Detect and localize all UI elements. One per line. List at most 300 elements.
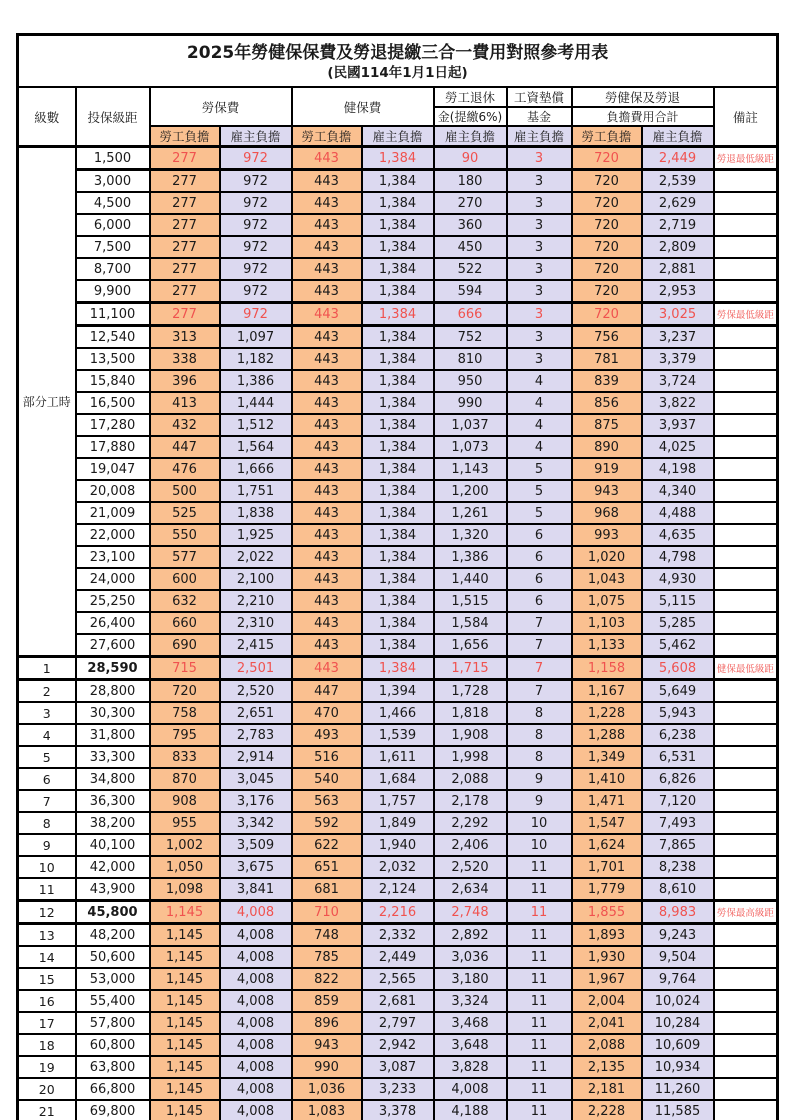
value-cell: 443 [292,634,362,657]
bracket-cell: 34,800 [76,768,150,790]
subheader-health-employee: 勞工負擔 [292,126,362,147]
value-cell: 748 [292,924,362,947]
value-cell: 3,036 [434,946,507,968]
value-cell: 1,384 [362,524,434,546]
value-cell: 443 [292,214,362,236]
value-cell: 9 [507,768,572,790]
value-cell: 896 [292,1012,362,1034]
value-cell: 2,565 [362,968,434,990]
level-cell: 7 [18,790,76,812]
value-cell: 5,608 [642,657,714,680]
level-cell: 14 [18,946,76,968]
value-cell: 1,386 [434,546,507,568]
value-cell: 8 [507,724,572,746]
value-cell: 277 [150,147,220,170]
value-cell: 1,320 [434,524,507,546]
value-cell: 1,440 [434,568,507,590]
value-cell: 7,120 [642,790,714,812]
value-cell: 447 [150,436,220,458]
value-cell: 270 [434,192,507,214]
value-cell: 4,930 [642,568,714,590]
value-cell: 1,083 [292,1100,362,1120]
remark-cell [714,392,778,414]
table-row [18,147,778,170]
bracket-cell: 66,800 [76,1078,150,1100]
remark-cell [714,546,778,568]
col-header-pension-line2: 金(提繳6%) [434,107,507,126]
value-cell: 1,145 [150,1034,220,1056]
value-cell: 5 [507,502,572,524]
value-cell: 1,145 [150,946,220,968]
value-cell: 443 [292,414,362,436]
value-cell: 972 [220,258,292,280]
value-cell: 443 [292,326,362,349]
value-cell: 10 [507,812,572,834]
value-cell: 6 [507,590,572,612]
value-cell: 5 [507,458,572,480]
bracket-cell: 28,800 [76,680,150,703]
level-cell: 13 [18,924,76,947]
value-cell: 6 [507,568,572,590]
value-cell: 1,384 [362,546,434,568]
remark-cell [714,480,778,502]
level-cell: 15 [18,968,76,990]
value-cell: 3,509 [220,834,292,856]
bracket-cell: 50,600 [76,946,150,968]
table-body [18,147,778,1120]
value-cell: 5,285 [642,612,714,634]
value-cell: 4,008 [220,1012,292,1034]
value-cell: 9,243 [642,924,714,947]
value-cell: 3 [507,214,572,236]
value-cell: 540 [292,768,362,790]
value-cell: 1,036 [292,1078,362,1100]
value-cell: 7,865 [642,834,714,856]
table-row [18,258,778,280]
value-cell: 660 [150,612,220,634]
value-cell: 720 [572,147,642,170]
table-row [18,590,778,612]
value-cell: 4 [507,436,572,458]
value-cell: 3,087 [362,1056,434,1078]
bracket-cell: 63,800 [76,1056,150,1078]
value-cell: 2,022 [220,546,292,568]
value-cell: 1,564 [220,436,292,458]
value-cell: 1,908 [434,724,507,746]
value-cell: 1,751 [220,480,292,502]
bracket-cell: 60,800 [76,1034,150,1056]
bracket-cell: 20,008 [76,480,150,502]
value-cell: 8 [507,702,572,724]
bracket-cell: 9,900 [76,280,150,303]
value-cell: 360 [434,214,507,236]
value-cell: 2,449 [642,147,714,170]
value-cell: 6,238 [642,724,714,746]
table-row [18,702,778,724]
value-cell: 1,624 [572,834,642,856]
value-cell: 2,004 [572,990,642,1012]
value-cell: 4,188 [434,1100,507,1120]
value-cell: 1,855 [572,901,642,924]
bracket-cell: 1,500 [76,147,150,170]
bracket-cell: 48,200 [76,924,150,947]
value-cell: 2,292 [434,812,507,834]
value-cell: 715 [150,657,220,680]
value-cell: 4,008 [220,1078,292,1100]
value-cell: 1,684 [362,768,434,790]
value-cell: 2,415 [220,634,292,657]
remark-cell [714,214,778,236]
table-row [18,634,778,657]
value-cell: 313 [150,326,220,349]
value-cell: 1,145 [150,1100,220,1120]
value-cell: 1,384 [362,568,434,590]
level-cell: 21 [18,1100,76,1120]
bracket-cell: 12,540 [76,326,150,349]
value-cell: 1,384 [362,192,434,214]
table-row [18,524,778,546]
value-cell: 1,384 [362,458,434,480]
value-cell: 277 [150,280,220,303]
value-cell: 3,841 [220,878,292,901]
value-cell: 972 [220,236,292,258]
bracket-cell: 43,900 [76,878,150,901]
value-cell: 2,088 [572,1034,642,1056]
value-cell: 3 [507,236,572,258]
value-cell: 2,797 [362,1012,434,1034]
value-cell: 720 [572,236,642,258]
value-cell: 833 [150,746,220,768]
value-cell: 1,940 [362,834,434,856]
value-cell: 1,143 [434,458,507,480]
bracket-cell: 17,880 [76,436,150,458]
remark-cell [714,968,778,990]
col-header-wage-fund-line2: 基金 [507,107,572,126]
value-cell: 443 [292,436,362,458]
value-cell: 1,471 [572,790,642,812]
value-cell: 443 [292,348,362,370]
remark-cell [714,790,778,812]
level-cell: 3 [18,702,76,724]
value-cell: 1,145 [150,1078,220,1100]
value-cell: 600 [150,568,220,590]
value-cell: 500 [150,480,220,502]
table-row [18,878,778,901]
value-cell: 4,008 [220,924,292,947]
value-cell: 1,050 [150,856,220,878]
value-cell: 1,930 [572,946,642,968]
value-cell: 443 [292,192,362,214]
value-cell: 6,531 [642,746,714,768]
value-cell: 3,180 [434,968,507,990]
bracket-cell: 22,000 [76,524,150,546]
value-cell: 443 [292,147,362,170]
value-cell: 2,651 [220,702,292,724]
level-cell: 8 [18,812,76,834]
value-cell: 2,681 [362,990,434,1012]
remark-cell [714,502,778,524]
value-cell: 1,384 [362,502,434,524]
value-cell: 10,024 [642,990,714,1012]
level-cell: 2 [18,680,76,703]
remark-cell: 勞保最低級距 [714,303,778,326]
value-cell: 972 [220,147,292,170]
bracket-cell: 38,200 [76,812,150,834]
value-cell: 1,666 [220,458,292,480]
value-cell: 3,045 [220,768,292,790]
table-row [18,392,778,414]
value-cell: 4,008 [220,990,292,1012]
value-cell: 277 [150,303,220,326]
value-cell: 1,384 [362,258,434,280]
value-cell: 1,384 [362,236,434,258]
remark-cell [714,680,778,703]
value-cell: 720 [572,303,642,326]
premium-comparison-table [16,33,779,1120]
value-cell: 908 [150,790,220,812]
value-cell: 10,934 [642,1056,714,1078]
remark-cell [714,768,778,790]
value-cell: 2,181 [572,1078,642,1100]
value-cell: 396 [150,370,220,392]
value-cell: 1,043 [572,568,642,590]
value-cell: 11 [507,856,572,878]
value-cell: 1,037 [434,414,507,436]
value-cell: 7,493 [642,812,714,834]
value-cell: 1,182 [220,348,292,370]
value-cell: 1,925 [220,524,292,546]
value-cell: 9,764 [642,968,714,990]
level-cell: 9 [18,834,76,856]
value-cell: 5,649 [642,680,714,703]
subheader-total-employee: 勞工負擔 [572,126,642,147]
value-cell: 1,145 [150,901,220,924]
remark-cell [714,990,778,1012]
value-cell: 5 [507,480,572,502]
level-cell: 1 [18,657,76,680]
table-row [18,724,778,746]
value-cell: 859 [292,990,362,1012]
value-cell: 4 [507,392,572,414]
value-cell: 972 [220,280,292,303]
value-cell: 1,384 [362,147,434,170]
value-cell: 632 [150,590,220,612]
value-cell: 6 [507,524,572,546]
remark-cell [714,1034,778,1056]
value-cell: 563 [292,790,362,812]
value-cell: 2,032 [362,856,434,878]
bracket-cell: 31,800 [76,724,150,746]
value-cell: 4,008 [220,968,292,990]
bracket-cell: 17,280 [76,414,150,436]
value-cell: 666 [434,303,507,326]
value-cell: 1,893 [572,924,642,947]
bracket-cell: 23,100 [76,546,150,568]
value-cell: 1,145 [150,924,220,947]
table-row [18,1034,778,1056]
value-cell: 1,384 [362,348,434,370]
value-cell: 5,462 [642,634,714,657]
remark-cell [714,856,778,878]
table-row [18,280,778,303]
value-cell: 3,025 [642,303,714,326]
value-cell: 3 [507,170,572,193]
bracket-cell: 26,400 [76,612,150,634]
value-cell: 2,449 [362,946,434,968]
table-row [18,1056,778,1078]
value-cell: 413 [150,392,220,414]
value-cell: 968 [572,502,642,524]
value-cell: 443 [292,480,362,502]
value-cell: 1,728 [434,680,507,703]
remark-cell: 健保最低級距 [714,657,778,680]
remark-cell [714,1100,778,1120]
value-cell: 5,115 [642,590,714,612]
table-row [18,348,778,370]
value-cell: 2,539 [642,170,714,193]
value-cell: 493 [292,724,362,746]
value-cell: 4,008 [220,1056,292,1078]
level-cell: 11 [18,878,76,901]
bracket-cell: 3,000 [76,170,150,193]
table-row [18,236,778,258]
value-cell: 443 [292,568,362,590]
value-cell: 3,378 [362,1100,434,1120]
value-cell: 3,233 [362,1078,434,1100]
value-cell: 651 [292,856,362,878]
value-cell: 1,757 [362,790,434,812]
title-row [18,35,778,88]
value-cell: 839 [572,370,642,392]
value-cell: 622 [292,834,362,856]
table-row [18,834,778,856]
value-cell: 720 [572,258,642,280]
table-row [18,968,778,990]
remark-cell [714,590,778,612]
value-cell: 3,379 [642,348,714,370]
value-cell: 1,998 [434,746,507,768]
value-cell: 4,798 [642,546,714,568]
value-cell: 822 [292,968,362,990]
value-cell: 4,488 [642,502,714,524]
value-cell: 1,384 [362,414,434,436]
value-cell: 720 [150,680,220,703]
table-row [18,1078,778,1100]
value-cell: 990 [292,1056,362,1078]
remark-cell [714,192,778,214]
value-cell: 1,838 [220,502,292,524]
value-cell: 710 [292,901,362,924]
value-cell: 1,384 [362,634,434,657]
value-cell: 11 [507,946,572,968]
value-cell: 594 [434,280,507,303]
subheader-labor-employer: 雇主負擔 [220,126,292,147]
value-cell: 11 [507,924,572,947]
bracket-cell: 55,400 [76,990,150,1012]
value-cell: 338 [150,348,220,370]
value-cell: 1,384 [362,436,434,458]
value-cell: 1,384 [362,612,434,634]
table-row [18,924,778,947]
value-cell: 972 [220,170,292,193]
value-cell: 11 [507,1012,572,1034]
value-cell: 7 [507,634,572,657]
col-header-labor-insurance: 勞保費 [150,87,292,126]
value-cell: 277 [150,214,220,236]
value-cell: 1,097 [220,326,292,349]
value-cell: 2,520 [434,856,507,878]
value-cell: 870 [150,768,220,790]
value-cell: 11 [507,968,572,990]
value-cell: 1,539 [362,724,434,746]
value-cell: 1,098 [150,878,220,901]
value-cell: 277 [150,258,220,280]
value-cell: 4,008 [220,1100,292,1120]
value-cell: 943 [572,480,642,502]
value-cell: 11 [507,1078,572,1100]
value-cell: 2,634 [434,878,507,901]
subheader-labor-employee: 勞工負擔 [150,126,220,147]
value-cell: 1,261 [434,502,507,524]
value-cell: 443 [292,546,362,568]
bracket-cell: 40,100 [76,834,150,856]
remark-cell [714,634,778,657]
value-cell: 990 [434,392,507,414]
value-cell: 3,822 [642,392,714,414]
value-cell: 7 [507,680,572,703]
value-cell: 8,983 [642,901,714,924]
value-cell: 476 [150,458,220,480]
value-cell: 875 [572,414,642,436]
subheader-health-employer: 雇主負擔 [362,126,434,147]
remark-cell [714,702,778,724]
value-cell: 10 [507,834,572,856]
value-cell: 758 [150,702,220,724]
value-cell: 443 [292,370,362,392]
value-cell: 1,779 [572,878,642,901]
value-cell: 1,145 [150,990,220,1012]
value-cell: 950 [434,370,507,392]
subheader-wage-fund-employer: 雇主負擔 [507,126,572,147]
bracket-cell: 13,500 [76,348,150,370]
value-cell: 443 [292,236,362,258]
value-cell: 795 [150,724,220,746]
value-cell: 443 [292,612,362,634]
remark-cell [714,878,778,901]
value-cell: 2,953 [642,280,714,303]
value-cell: 11,260 [642,1078,714,1100]
level-cell: 20 [18,1078,76,1100]
level-cell: 18 [18,1034,76,1056]
value-cell: 1,145 [150,968,220,990]
value-cell: 522 [434,258,507,280]
level-cell: 12 [18,901,76,924]
value-cell: 993 [572,524,642,546]
value-cell: 1,611 [362,746,434,768]
value-cell: 443 [292,170,362,193]
remark-cell [714,924,778,947]
value-cell: 9,504 [642,946,714,968]
table-row [18,946,778,968]
value-cell: 7 [507,612,572,634]
value-cell: 4,025 [642,436,714,458]
remark-cell [714,326,778,349]
value-cell: 3,342 [220,812,292,834]
value-cell: 443 [292,502,362,524]
value-cell: 1,394 [362,680,434,703]
value-cell: 720 [572,192,642,214]
value-cell: 1,228 [572,702,642,724]
